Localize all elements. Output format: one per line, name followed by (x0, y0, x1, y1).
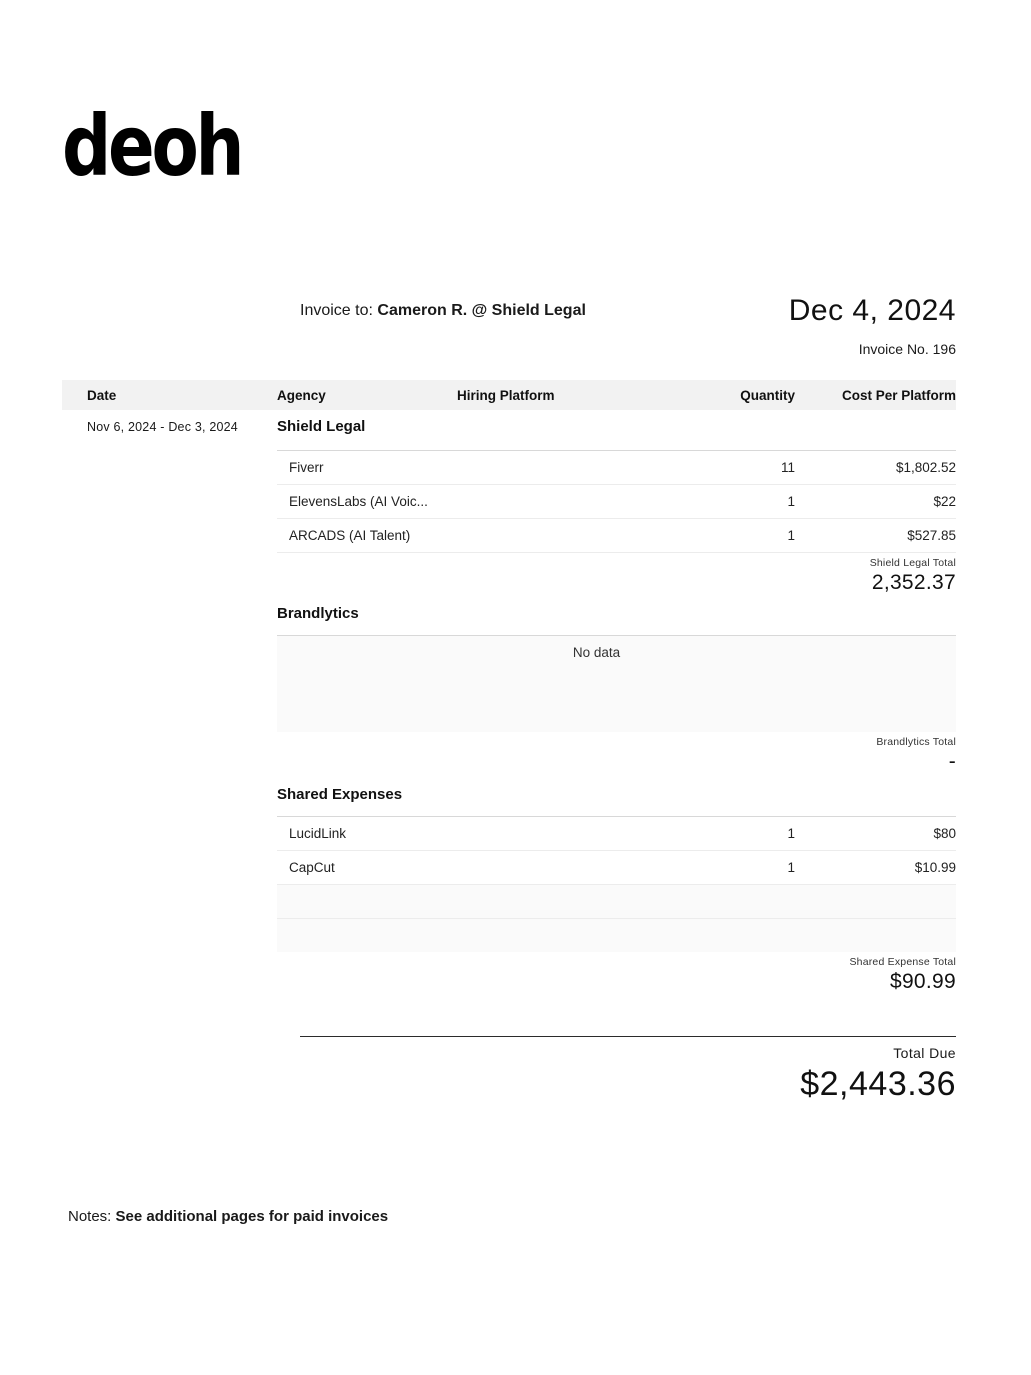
row-quantity: 1 (787, 826, 795, 841)
group-title: Shared Expenses (277, 786, 403, 803)
column-header-date: Date (87, 387, 117, 403)
invoice-group-shield-legal (62, 418, 956, 595)
group-subtotal (277, 952, 956, 994)
row-platform: CapCut (289, 860, 335, 875)
row-filler (277, 885, 956, 919)
subtotal-label: Shield Legal Total (869, 557, 956, 569)
table-row (277, 485, 956, 519)
invoice-group-shared-expenses (62, 786, 956, 994)
notes-value: See additional pages for paid invoices (115, 1208, 389, 1225)
empty-state (277, 636, 956, 732)
column-header-platform: Hiring Platform (457, 387, 555, 403)
row-quantity: 11 (780, 460, 795, 475)
invoice-notes (68, 1208, 388, 1225)
table-row (277, 519, 956, 553)
column-header-quantity: Quantity (740, 387, 795, 403)
date-range-value: Nov 6, 2024 - Dec 3, 2024 (87, 420, 238, 434)
group-subtotal (277, 732, 956, 774)
row-cost: $22 (933, 494, 956, 509)
row-quantity: 1 (787, 860, 795, 875)
invoice-number: Invoice No. 196 (858, 341, 956, 357)
row-cost: $10.99 (914, 860, 956, 875)
group-head-row (62, 786, 956, 816)
group-head-row (62, 605, 956, 635)
row-quantity: 1 (787, 494, 795, 509)
row-cost: $527.85 (907, 528, 956, 543)
table-row (277, 817, 956, 851)
subtotal-value: - (948, 750, 956, 773)
row-cost: $80 (933, 826, 956, 841)
company-logo: deoh (62, 97, 242, 195)
total-due (300, 1037, 956, 1104)
row-quantity: 1 (787, 528, 795, 543)
row-platform: ElevensLabs (AI Voic... (289, 494, 428, 509)
notes-label: Notes: (68, 1208, 112, 1225)
invoice-to-value: Cameron R. @ Shield Legal (377, 302, 586, 319)
group-lines (277, 450, 956, 553)
table-row (277, 851, 956, 885)
invoice-recipient (300, 302, 586, 320)
invoice-to-label: Invoice to: (300, 302, 373, 319)
invoice-date: Dec 4, 2024 (788, 294, 956, 327)
empty-state-label: No data (572, 645, 621, 660)
group-lines (277, 635, 956, 732)
row-platform: ARCADS (AI Talent) (289, 528, 411, 543)
row-platform: LucidLink (289, 826, 347, 841)
row-platform: Fiverr (289, 460, 324, 475)
total-due-label: Total Due (893, 1045, 956, 1061)
total-due-value: $2,443.36 (800, 1065, 956, 1103)
group-title: Brandlytics (277, 605, 359, 622)
invoice-group-brandlytics (62, 605, 956, 774)
column-header-cost: Cost Per Platform (841, 387, 956, 403)
group-lines (277, 816, 956, 952)
subtotal-value: 2,352.37 (871, 571, 956, 594)
subtotal-label: Brandlytics Total (876, 736, 956, 748)
table-header-row (62, 380, 956, 410)
group-head-row (62, 418, 956, 450)
group-title: Shield Legal (277, 418, 366, 435)
column-header-agency: Agency (277, 387, 326, 403)
table-row (277, 451, 956, 485)
invoice-table (62, 380, 956, 1104)
row-filler (277, 919, 956, 952)
group-subtotal (277, 553, 956, 595)
row-cost: $1,802.52 (895, 460, 956, 475)
subtotal-label: Shared Expense Total (849, 956, 956, 968)
subtotal-value: $90.99 (889, 970, 956, 993)
